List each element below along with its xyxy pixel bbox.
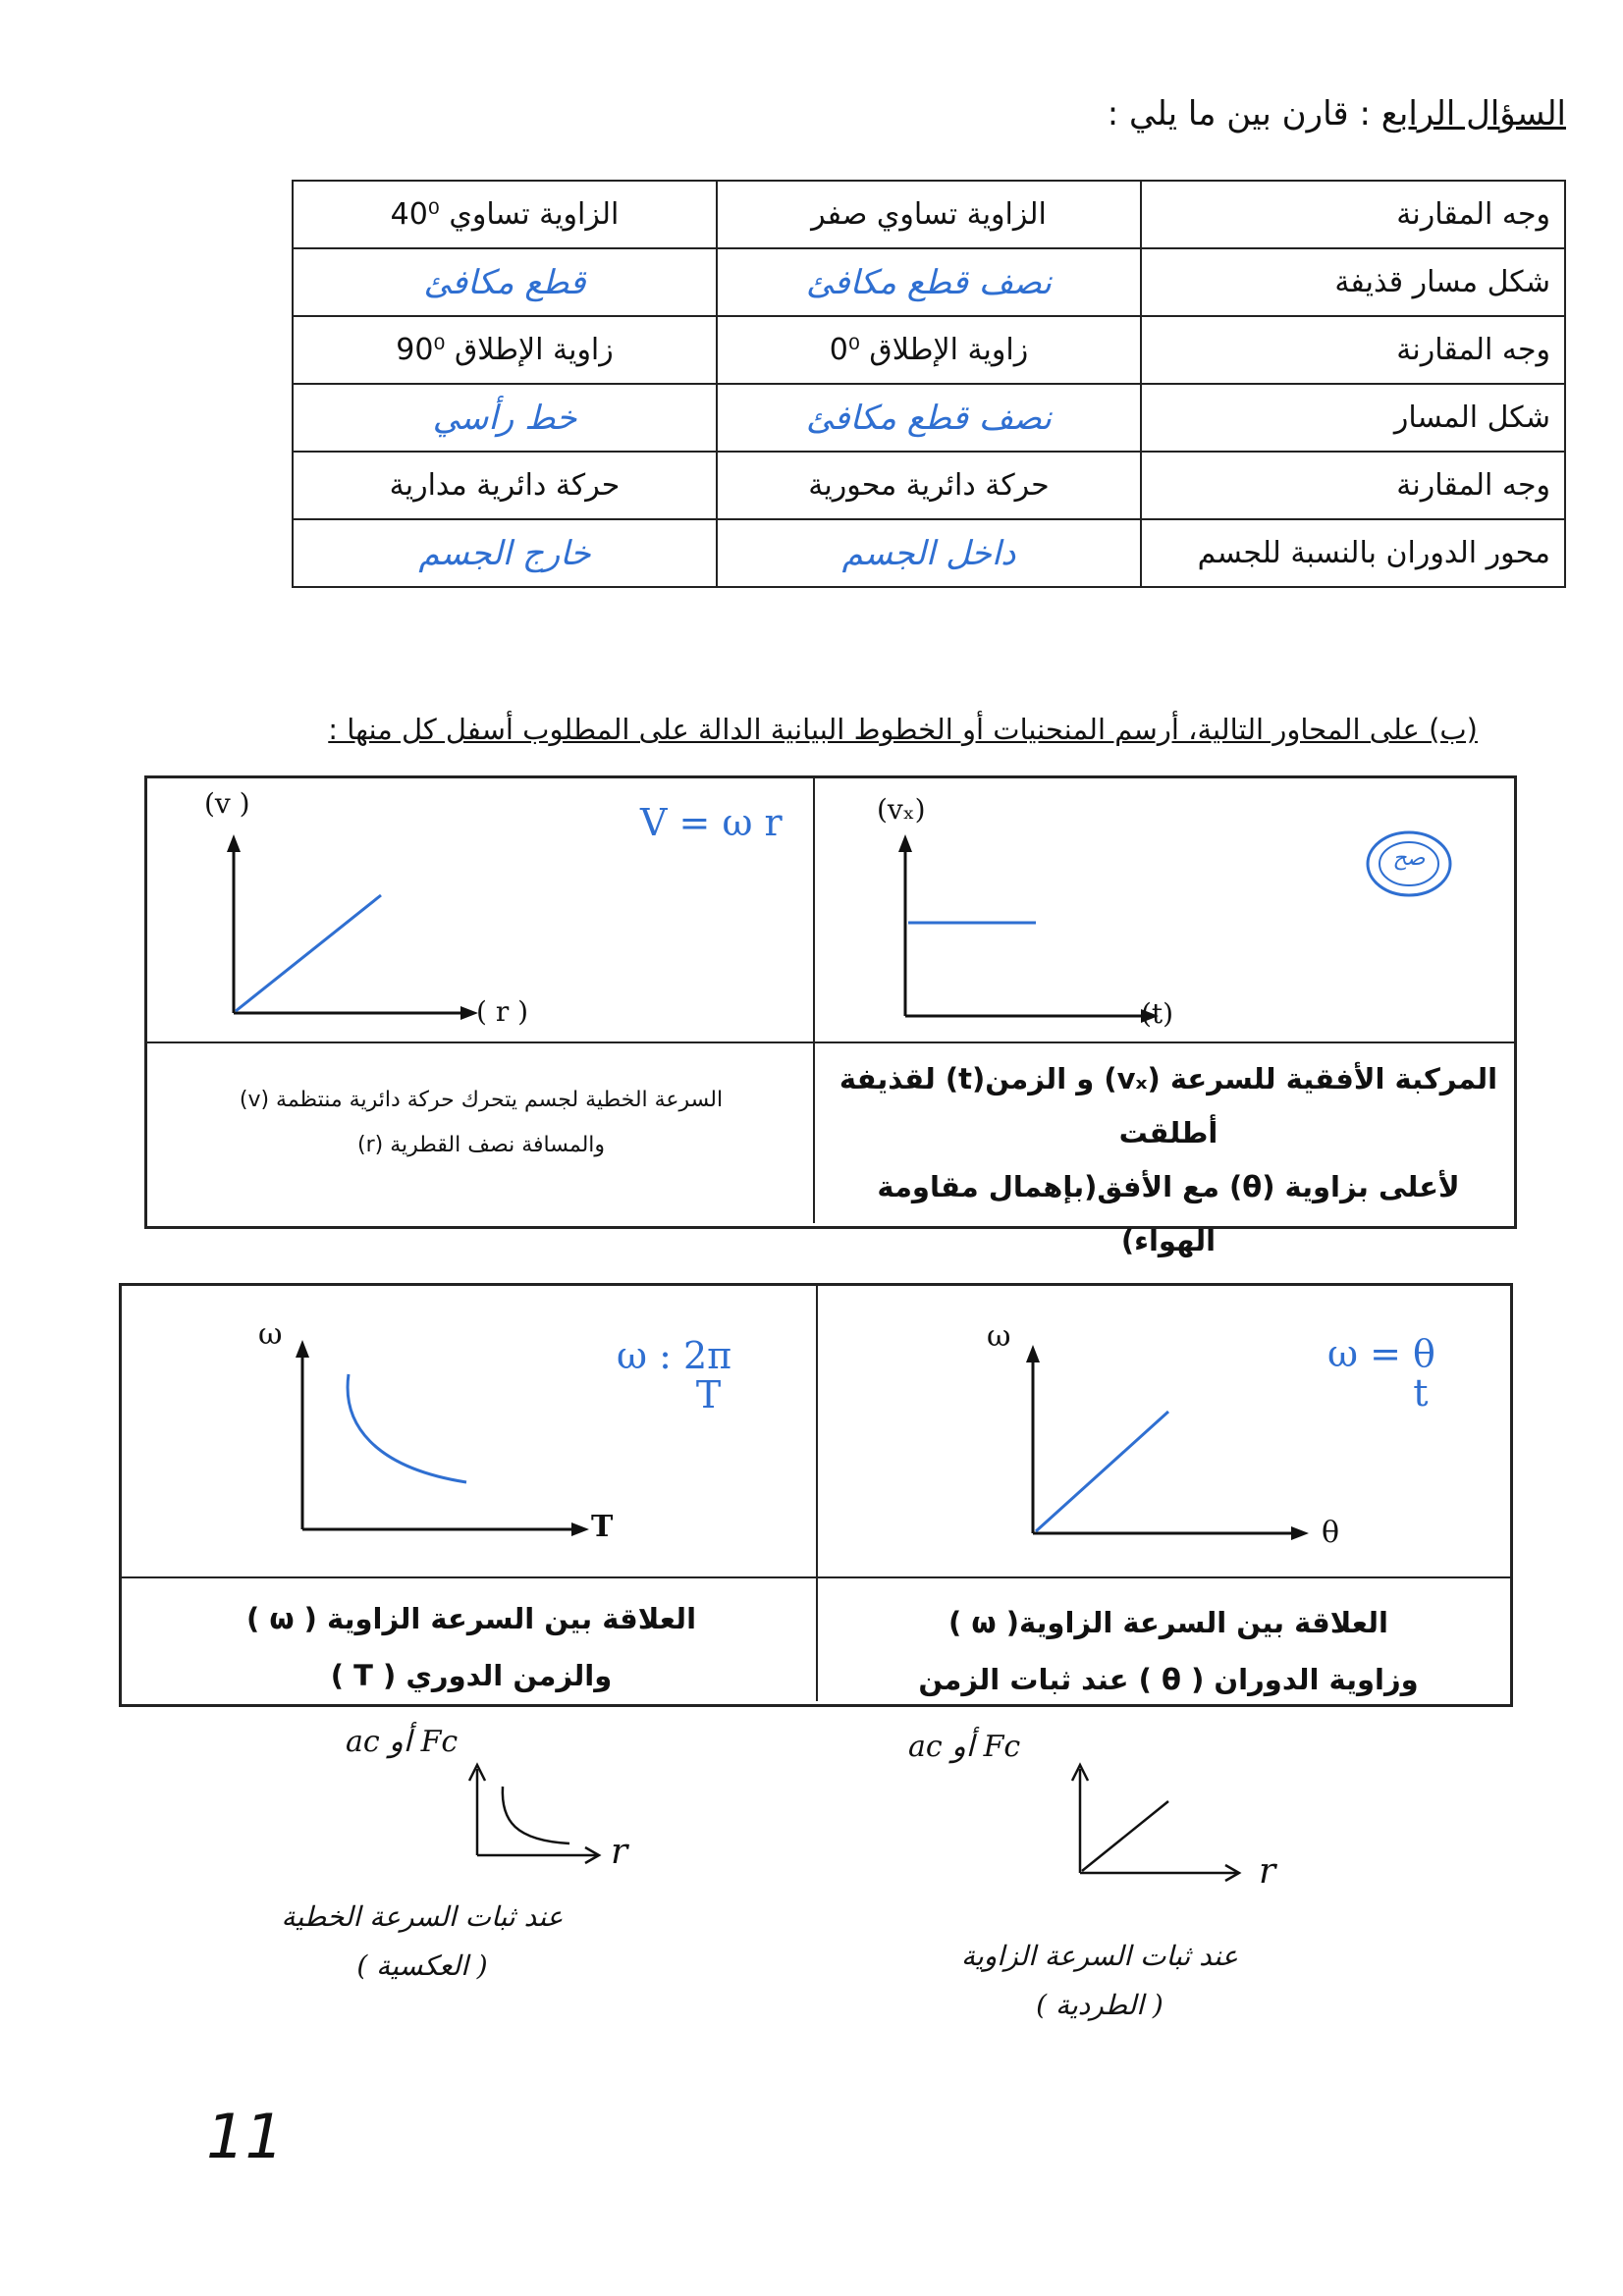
axis-label-y: ac أو Fc (346, 1725, 459, 1759)
formula-omega-theta: ω = θ t (1327, 1332, 1435, 1415)
ac-direct-line (1082, 1801, 1168, 1871)
caption-line: والمسافة نصف القطرية (r) (356, 1133, 606, 1158)
table-cell-handwritten: نصف قطع مكافئ (717, 384, 1141, 452)
axis-label-y: ω (987, 1319, 1011, 1354)
graph-ac-r-direct (1041, 1757, 1296, 1904)
table-cell: حركة دائرية محورية (717, 452, 1141, 519)
graph-ac-r-inverse (432, 1757, 668, 1895)
caption-line: لأعلى بزاوية (θ) مع الأفق(بإهمال مقاومة الهواء) (877, 1170, 1460, 1258)
table-cell: زاوية الإطلاق 90⁰ (293, 316, 717, 384)
caption-line: المركبة الأفقية للسرعة (vₓ) و الزمن(t) لقذيفة أطلقت (839, 1062, 1498, 1150)
caption-v-r (157, 1078, 805, 1168)
table-cell-head: وجه المقارنة (1141, 316, 1565, 384)
question-title-rest: : قارن بين ما يلي : (1107, 94, 1371, 133)
y-axis-arrow (1026, 1345, 1040, 1362)
axis-label-x: ( r ) (476, 995, 529, 1028)
caption-omega-theta (835, 1594, 1502, 1708)
note-line: عند ثبات السرعة الخطية (281, 1900, 564, 1933)
v-linear-line (236, 895, 381, 1011)
omega-inverse-curve (348, 1374, 466, 1482)
omega-linear-line (1036, 1412, 1168, 1531)
caption-line: وزاوية الدوران ( θ ) عند ثبات الزمن (918, 1663, 1419, 1696)
note-line: عند ثبات السرعة الزاوية (960, 1940, 1238, 1972)
table-cell-handwritten: خارج الجسم (293, 519, 717, 587)
graph-box-divider (122, 1576, 1510, 1578)
axis-label-y: ω (258, 1317, 283, 1352)
table-cell: الزاوية تساوي صفر (717, 181, 1141, 248)
table-cell-handwritten: خط رأسي (293, 384, 717, 452)
caption-line: والزمن الدوري ( T ) (330, 1659, 613, 1692)
formula-v-omega-r: V = ω r (640, 801, 783, 844)
table-cell: زاوية الإطلاق 0⁰ (717, 316, 1141, 384)
table-cell-handwritten: قطع مكافئ (293, 248, 717, 316)
question-title-label: السؤال الرابع (1380, 94, 1566, 133)
table-cell: حركة دائرية مدارية (293, 452, 717, 519)
caption-vx-t (835, 1052, 1502, 1268)
table-row (293, 519, 1565, 587)
table-row (293, 384, 1565, 452)
axis-label-x: (t) (1141, 997, 1174, 1030)
caption-line: السرعة الخطية لجسم يتحرك حركة دائرية منتظمة (v) (239, 1088, 724, 1112)
table-cell-head: شكل المسار (1141, 384, 1565, 452)
note-left (216, 1893, 628, 1992)
question-title (1108, 94, 1566, 133)
table-cell-handwritten: نصف قطع مكافئ (717, 248, 1141, 316)
graph-box-divider (816, 1286, 818, 1701)
y-axis-arrow (898, 834, 912, 852)
page-number: 11 (206, 2101, 284, 2172)
table-row (293, 316, 1565, 384)
axis-label-y: (v ) (204, 787, 250, 820)
section-b-title: (ب) على المحاور التالية، أرسم المنحنيات أو الخطوط البيانية الدالة على المطلوب أسفل كل منها : (328, 713, 1478, 746)
graph-box-divider (147, 1041, 1514, 1043)
note-right (893, 1932, 1306, 2031)
formula-omega-2pi-T: ω : 2π T (617, 1334, 732, 1416)
x-axis-arrow (571, 1522, 589, 1536)
axis-label-x: r (1259, 1851, 1276, 1892)
axis-label-y: ac أو Fc (908, 1730, 1021, 1764)
table-cell-head: وجه المقارنة (1141, 452, 1565, 519)
graph-box-divider (813, 778, 815, 1223)
table-row (293, 181, 1565, 248)
y-axis-arrow (296, 1340, 309, 1358)
axis-label-x: T (591, 1510, 614, 1544)
note-line: ( العكسية ) (356, 1949, 488, 1983)
axis-label-x: θ (1322, 1516, 1340, 1550)
table-cell: الزاوية تساوي 40⁰ (293, 181, 717, 248)
table-cell-head: محور الدوران بالنسبة للجسم (1141, 519, 1565, 587)
axis-label-x: r (611, 1832, 628, 1872)
comparison-table (292, 180, 1566, 588)
table-row (293, 248, 1565, 316)
table-cell-handwritten: داخل الجسم (717, 519, 1141, 587)
ac-inverse-curve (503, 1787, 569, 1843)
caption-line: العلاقة بين السرعة الزاوية ( ω ) (245, 1602, 697, 1635)
table-cell-head: شكل مسار قذيفة (1141, 248, 1565, 316)
axis-label-y: (vₓ) (877, 793, 926, 826)
note-line: ( الطردية ) (1036, 1989, 1163, 2022)
caption-line: العلاقة بين السرعة الزاوية( ω ) (948, 1606, 1388, 1639)
check-mark-text: صح (1392, 846, 1426, 871)
x-axis-arrow (1291, 1526, 1309, 1540)
caption-omega-T (147, 1590, 795, 1704)
table-row (293, 452, 1565, 519)
y-axis-arrow (227, 834, 241, 852)
table-cell-head: وجه المقارنة (1141, 181, 1565, 248)
